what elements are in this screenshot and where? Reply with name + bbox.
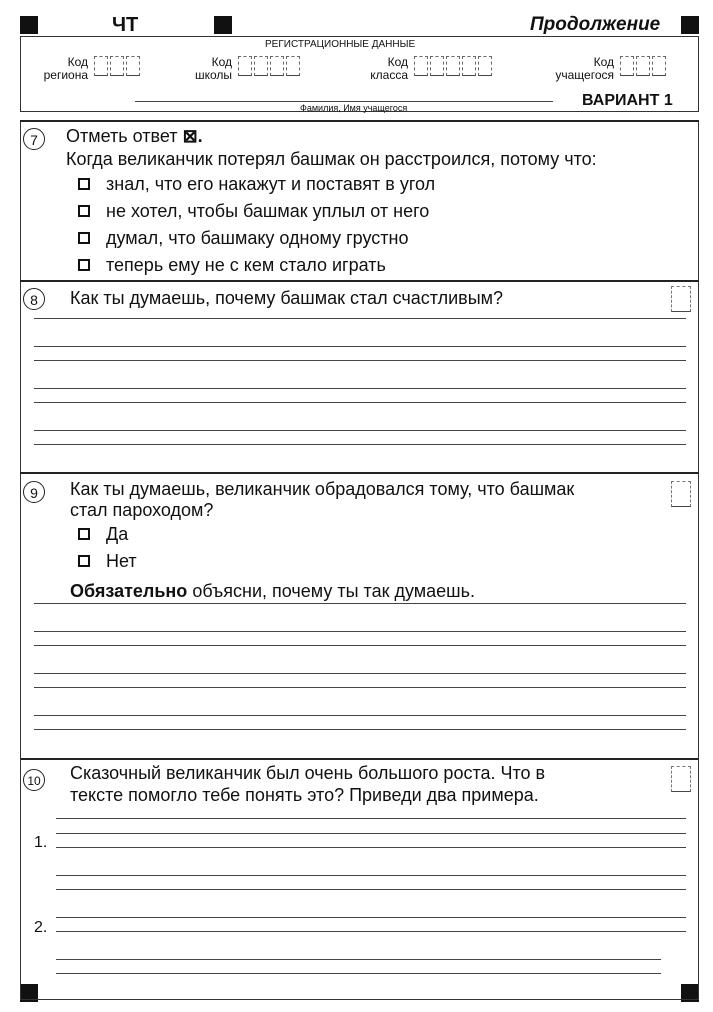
class-code-cells[interactable] <box>414 56 494 76</box>
q9-option-no[interactable]: Нет <box>78 550 137 572</box>
q7-instruction: Отметь ответ ⊠. <box>66 126 203 146</box>
region-code-cells[interactable] <box>94 56 142 76</box>
checkbox[interactable] <box>78 555 90 567</box>
question-number-7: 7 <box>23 128 45 150</box>
example-1-label: 1. <box>34 834 48 851</box>
subject-code: ЧТ <box>112 14 139 36</box>
answer-line[interactable] <box>34 687 686 688</box>
q9-explain-instruction: Обязательно объясни, почему ты так думаешь. <box>70 581 475 601</box>
q10-question-line2: тексте помогло тебе понять это? Приведи два примера. <box>70 785 539 805</box>
student-label: Код учащегося <box>555 55 614 82</box>
answer-line[interactable] <box>34 444 686 445</box>
answer-line[interactable] <box>34 673 686 674</box>
checkbox[interactable] <box>78 232 90 244</box>
answer-line[interactable] <box>56 959 661 960</box>
answer-line[interactable] <box>34 346 686 347</box>
checkbox[interactable] <box>78 528 90 540</box>
separator-q8-top <box>20 280 699 282</box>
checkbox[interactable] <box>78 205 90 217</box>
q7-question: Когда великанчик потерял башмак он расстроился, потому что: <box>66 149 597 169</box>
separator-q7-top <box>20 120 699 122</box>
student-name-line[interactable] <box>135 101 553 102</box>
answer-line[interactable] <box>34 388 686 389</box>
example-2-label: 2. <box>34 919 48 936</box>
q9-option-yes[interactable]: Да <box>78 523 128 545</box>
answer-line[interactable] <box>34 603 686 604</box>
q10-question-line1: Сказочный великанчик был очень большого роста. Что в <box>70 763 546 783</box>
region-label: Код региона <box>43 55 88 82</box>
class-label: Код класса <box>370 55 408 82</box>
question-number-8: 8 <box>23 288 45 310</box>
answer-line[interactable] <box>34 715 686 716</box>
q7-option-4[interactable]: теперь ему не с кем стало играть <box>78 254 386 276</box>
q7-option-3[interactable]: думал, что башмаку одному грустно <box>78 227 408 249</box>
answer-line[interactable] <box>34 430 686 431</box>
answer-line[interactable] <box>56 875 686 876</box>
corner-marker-top-mid <box>214 16 232 34</box>
answer-line[interactable] <box>56 847 686 848</box>
question-number-9: 9 <box>23 481 45 503</box>
q10-score-box[interactable] <box>671 766 691 792</box>
q7-option-1[interactable]: знал, что его накажут и поставят в угол <box>78 173 435 195</box>
q9-score-box[interactable] <box>671 481 691 507</box>
separator-q9-top <box>20 472 699 474</box>
school-label: Код школы <box>194 55 232 82</box>
student-code-cells[interactable] <box>620 56 668 76</box>
answer-line[interactable] <box>56 931 686 932</box>
question-number-10: 10 <box>23 769 45 791</box>
school-code-cells[interactable] <box>238 56 302 76</box>
answer-line[interactable] <box>56 818 686 819</box>
checkbox[interactable] <box>78 178 90 190</box>
answer-line[interactable] <box>56 889 686 890</box>
q8-score-box[interactable] <box>671 286 691 312</box>
q9-question-line1: Как ты думаешь, великанчик обрадовался тому, что башмак <box>70 479 575 499</box>
checkbox[interactable] <box>78 259 90 271</box>
answer-line[interactable] <box>56 833 686 834</box>
answer-line[interactable] <box>56 917 686 918</box>
answer-line[interactable] <box>34 645 686 646</box>
registration-title: РЕГИСТРАЦИОННЫЕ ДАННЫЕ <box>265 39 416 50</box>
answer-line[interactable] <box>34 631 686 632</box>
answer-line[interactable] <box>34 729 686 730</box>
q7-option-2[interactable]: не хотел, чтобы башмак уплыл от него <box>78 200 429 222</box>
continuation-label: Продолжение <box>530 14 661 35</box>
answer-line[interactable] <box>34 402 686 403</box>
corner-marker-top-right <box>681 16 699 34</box>
corner-marker-top-left <box>20 16 38 34</box>
checked-box-icon: ⊠. <box>182 126 203 146</box>
answer-line[interactable] <box>34 360 686 361</box>
q8-question: Как ты думаешь, почему башмак стал счастливым? <box>70 288 504 308</box>
answer-line[interactable] <box>34 318 686 319</box>
variant-label: ВАРИАНТ 1 <box>582 92 673 109</box>
q9-question-line2: стал пароходом? <box>70 500 214 520</box>
answer-line[interactable] <box>56 973 661 974</box>
student-name-caption: Фамилия, Имя учащегося <box>300 103 408 113</box>
